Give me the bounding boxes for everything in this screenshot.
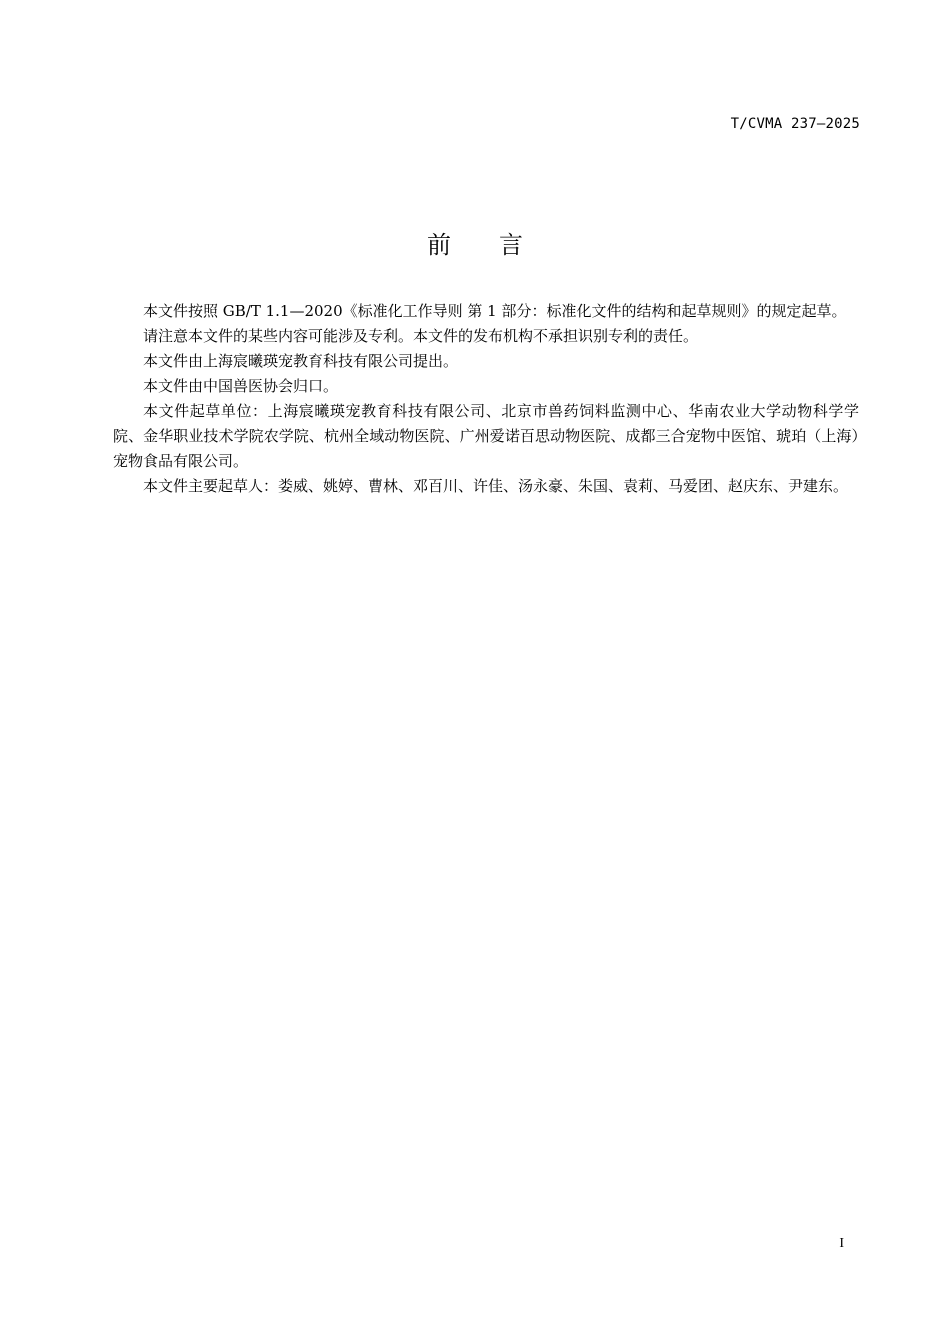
paragraph-drafters: 本文件主要起草人：娄威、姚婷、曹林、邓百川、许佳、汤永豪、朱国、袁莉、马爱团、赵庆东、尹建东。 xyxy=(143,477,849,495)
section-title xyxy=(0,228,950,262)
section-title-char-1: 前 xyxy=(427,231,451,260)
paragraph-drafting-units: 本文件起草单位：上海宸曦瑛宠教育科技有限公司、北京市兽药饲料监测中心、华南农业大学动物科学学院、金华职业技术学院农学院、杭州全域动物医院、广州爱诺百思动物医院、成都三合宠物中医馆、琥珀（上海）宠物食品有限公司。 xyxy=(113,402,859,470)
paragraph-proposer: 本文件由上海宸曦瑛宠教育科技有限公司提出。 xyxy=(143,352,459,370)
section-title-char-2: 言 xyxy=(499,231,523,260)
page-number: I xyxy=(839,1236,844,1251)
document-code: T/CVMA 237—2025 xyxy=(730,116,860,132)
paragraph-responsible-body: 本文件由中国兽医协会归口。 xyxy=(143,377,339,395)
paragraph-patent-notice: 请注意本文件的某些内容可能涉及专利。本文件的发布机构不承担识别专利的责任。 xyxy=(143,327,699,345)
paragraph-drafting-rules: 本文件按照 GB/T 1.1—2020《标准化工作导则 第 1 部分：标准化文件的结构和起草规则》的规定起草。 xyxy=(143,302,847,320)
foreword-body xyxy=(113,299,859,499)
